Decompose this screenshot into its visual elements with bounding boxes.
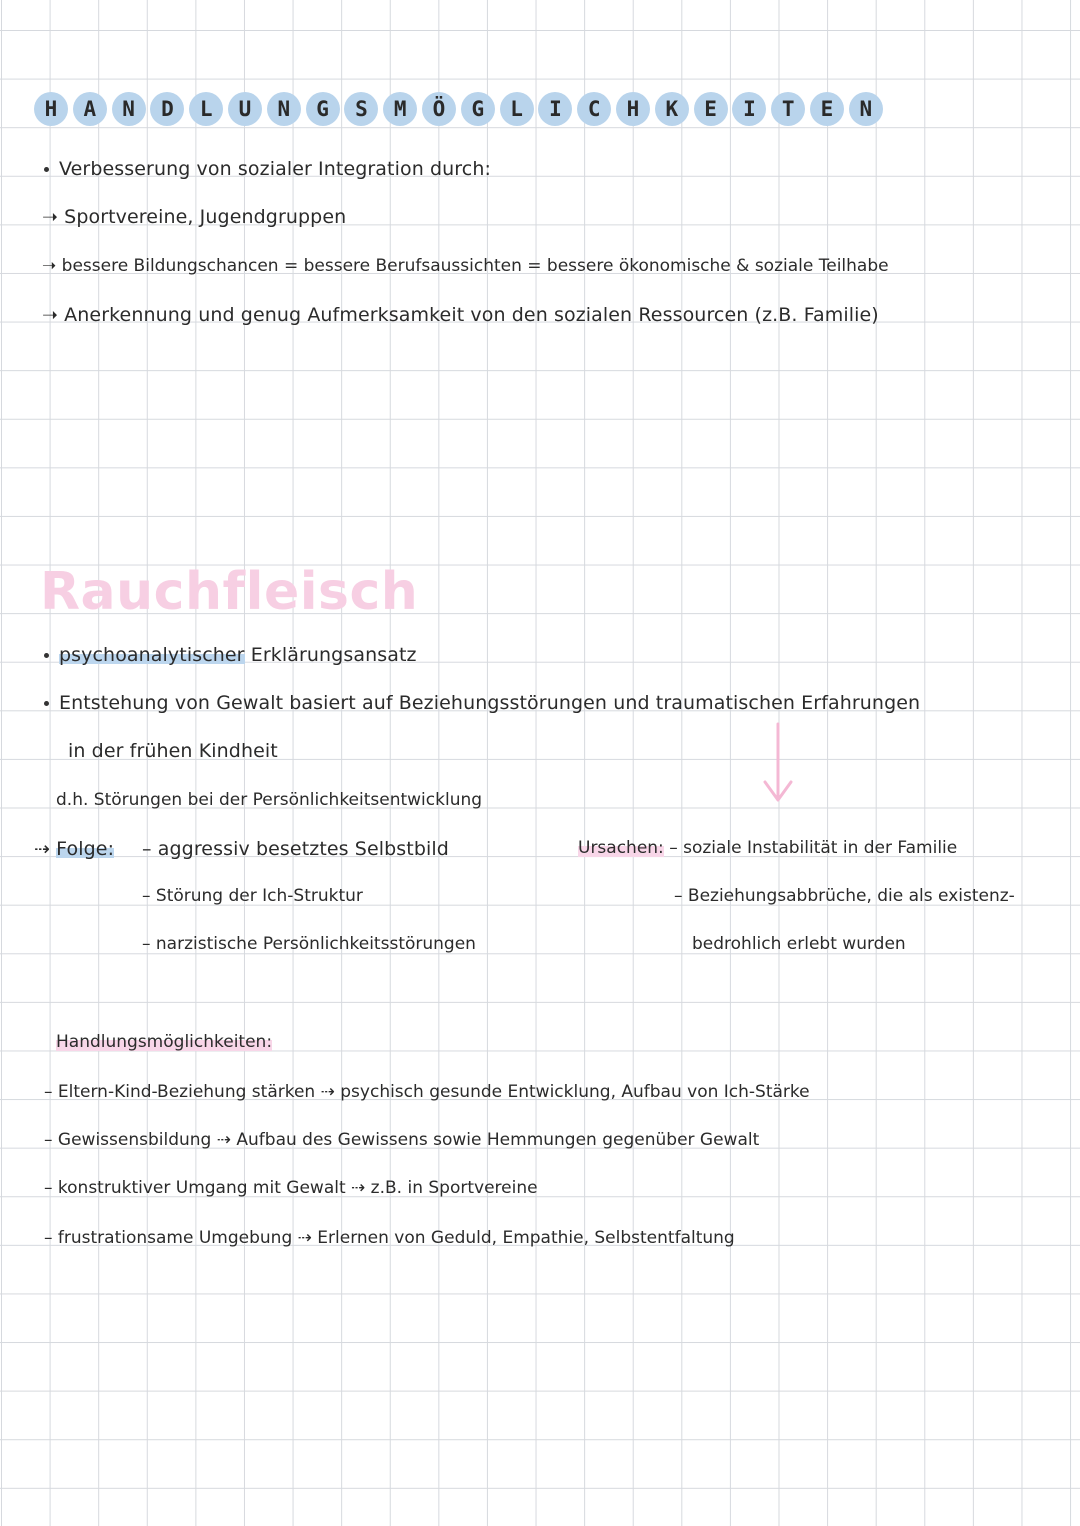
hm-item-1: – Eltern-Kind-Beziehung stärken ⇢ psychisch gesunde Entwicklung, Aufbau von Ich-Stärke <box>44 1082 810 1102</box>
title-letter: I <box>732 92 766 126</box>
title-letter: D <box>150 92 184 126</box>
title-letter: M <box>383 92 417 126</box>
title-letter: T <box>771 92 805 126</box>
hm-heading <box>56 1032 272 1052</box>
folge-item-text: narzistische Persönlichkeitsstörungen <box>155 934 476 954</box>
bullet-dot <box>44 167 49 172</box>
hm-item-2: – Gewissensbildung ⇢ Aufbau des Gewissens sowie Hemmungen gegenüber Gewalt <box>44 1130 760 1150</box>
title-letter: G <box>306 92 340 126</box>
arrow-item-1-text: Sportvereine, Jugendgruppen <box>64 206 347 228</box>
hm-item-text: Gewissensbildung ⇢ Aufbau des Gewissens sowie Hemmungen gegenüber Gewalt <box>57 1130 760 1150</box>
bullet-entstehung-cont: in der frühen Kindheit <box>68 740 278 762</box>
ursachen-block: Ursachen: – soziale Instabilität in der Familie <box>578 838 958 858</box>
ursachen-item-2-text: Beziehungsabbrüche, die als existenz- <box>687 886 1015 906</box>
title-letter: S <box>344 92 378 126</box>
bullet-integration <box>44 158 491 180</box>
folge-item-text: Störung der Ich-Struktur <box>155 886 363 906</box>
title-letter: E <box>810 92 844 126</box>
arrow-right-icon: ⇢ <box>34 838 57 860</box>
title-letter: H <box>616 92 650 126</box>
dh-line: d.h. Störungen bei der Persönlichkeitsentwicklung <box>56 790 483 810</box>
title-letter: I <box>538 92 572 126</box>
title-letter: N <box>267 92 301 126</box>
title-letter: K <box>655 92 689 126</box>
arrow-item-2 <box>42 256 889 276</box>
title-letter: G <box>461 92 495 126</box>
arrow-item-2-text: bessere Bildungschancen = bessere Berufsaussichten = bessere ökonomische & soziale Teilhabe <box>61 256 889 276</box>
arrow-right-icon: ➝ <box>42 206 65 228</box>
hm-item-4: – frustrationsame Umgebung ⇢ Erlernen von Geduld, Empathie, Selbstentfaltung <box>44 1228 735 1248</box>
title-letter: N <box>112 92 146 126</box>
folge-label <box>34 838 114 860</box>
arrow-down-icon <box>760 722 796 806</box>
arrow-item-3-text: Anerkennung und genug Aufmerksamkeit von den sozialen Ressourcen (z.B. Familie) <box>64 304 879 326</box>
highlighted-word: psychoanalytischer <box>59 644 245 666</box>
ursachen-item-2: – Beziehungsabbrüche, die als existenz- <box>674 886 1015 906</box>
title-letter: Ö <box>422 92 456 126</box>
bullet-ansatz <box>44 644 417 666</box>
hm-heading-text: Handlungsmöglichkeiten: <box>56 1032 273 1052</box>
arrow-item-1 <box>42 206 346 228</box>
title-letter: N <box>849 92 883 126</box>
ursachen-label: Ursachen: <box>578 838 664 858</box>
hm-item-text: frustrationsame Umgebung ⇢ Erlernen von Geduld, Empathie, Selbstentfaltung <box>57 1228 735 1248</box>
folge-item-text: aggressiv besetztes Selbstbild <box>157 838 449 860</box>
hm-item-text: Eltern-Kind-Beziehung stärken ⇢ psychisch gesunde Entwicklung, Aufbau von Ich-Stärke <box>57 1082 810 1102</box>
title-letter: A <box>73 92 107 126</box>
title-letter: E <box>694 92 728 126</box>
title-letter: L <box>189 92 223 126</box>
bullet-entstehung <box>44 692 920 714</box>
ursachen-item-2-cont: bedrohlich erlebt wurden <box>692 934 906 954</box>
bullet-dot <box>44 701 49 706</box>
folge-item-3: – narzistische Persönlichkeitsstörungen <box>142 934 476 954</box>
arrow-right-icon: ➝ <box>42 256 62 276</box>
title-letter: C <box>577 92 611 126</box>
title-letter: H <box>34 92 68 126</box>
bullet-text: Entstehung von Gewalt basiert auf Beziehungsstörungen und traumatischen Erfahrungen <box>59 692 921 714</box>
heading-rauchfleisch: Rauchfleisch <box>40 562 419 622</box>
title-letter: L <box>500 92 534 126</box>
title-letter: U <box>228 92 262 126</box>
folge-label-text: Folge: <box>56 838 115 860</box>
arrow-right-icon: ➝ <box>42 304 65 326</box>
hm-item-3: – konstruktiver Umgang mit Gewalt ⇢ z.B. in Sportvereine <box>44 1178 538 1198</box>
bullet-dot <box>44 653 49 658</box>
hm-item-text: konstruktiver Umgang mit Gewalt ⇢ z.B. in Sportvereine <box>57 1178 538 1198</box>
bullet-text: Verbesserung von sozialer Integration durch: <box>59 158 491 180</box>
ursachen-item-1: soziale Instabilität in der Familie <box>683 838 958 858</box>
folge-item-1: – aggressiv besetztes Selbstbild <box>142 838 449 860</box>
bullet-text: Erklärungsansatz <box>244 644 417 666</box>
arrow-item-3 <box>42 304 879 326</box>
folge-item-2: – Störung der Ich-Struktur <box>142 886 363 906</box>
